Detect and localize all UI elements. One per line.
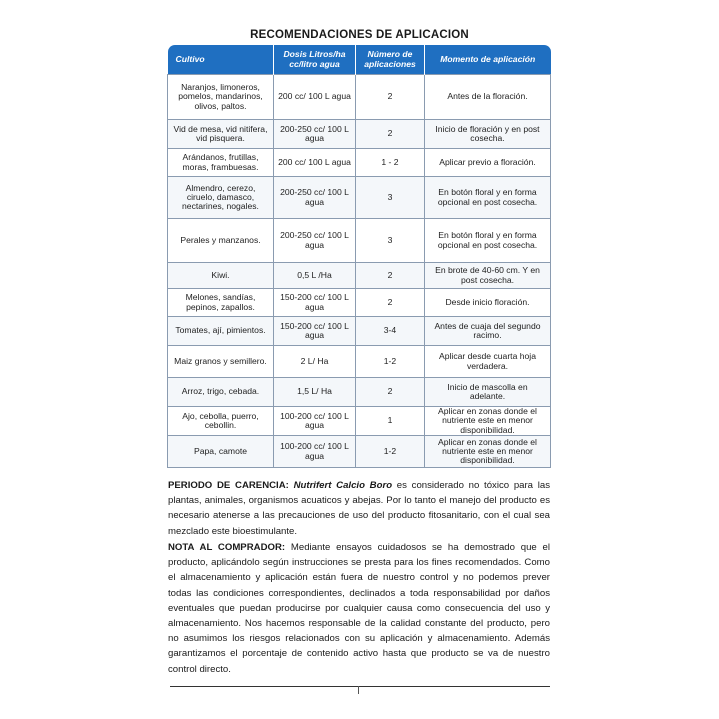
table-row (168, 346, 551, 378)
cell-cultivo: Arándanos, frutillas, moras, frambuesas. (168, 149, 274, 177)
carencia-label: PERIODO DE CARENCIA: (168, 480, 289, 491)
cell-numero: 2 (356, 120, 425, 149)
periodo-carencia-section (168, 478, 550, 539)
table-row (168, 219, 551, 263)
cell-momento: Aplicar en zonas donde el nutriente este en menor disponibilidad. (425, 436, 551, 468)
cell-dosis: 200-250 cc/ 100 L agua (274, 177, 356, 219)
cell-numero: 1 - 2 (356, 149, 425, 177)
table-row (168, 149, 551, 177)
cell-dosis: 200 cc/ 100 L agua (274, 149, 356, 177)
cell-cultivo: Arroz, trigo, cebada. (168, 378, 274, 407)
cell-momento: Antes de cuaja del segundo racimo. (425, 317, 551, 346)
cell-momento: Inicio de mascolla en adelante. (425, 378, 551, 407)
cell-momento: En botón floral y en forma opcional en post cosecha. (425, 219, 551, 263)
cell-numero: 3 (356, 219, 425, 263)
cell-dosis: 100-200 cc/ 100 L agua (274, 436, 356, 468)
carencia-text: es considerado no tóxico para las plantas, animales, organismos acuaticos y abejas. Por lo tanto el manejo del producto es necesario atenerse a las precauciones de uso del producto fitosanitario, con el cual sea mezclado este bioestimulante. (168, 480, 551, 537)
cell-numero: 1 (356, 407, 425, 436)
bottom-divider (170, 686, 550, 687)
cell-numero: 1-2 (356, 346, 425, 378)
cell-numero: 2 (356, 263, 425, 289)
cell-dosis: 100-200 cc/ 100 L agua (274, 407, 356, 436)
cell-dosis: 150-200 cc/ 100 L agua (274, 317, 356, 346)
cell-momento: Aplicar previo a floración. (425, 149, 551, 177)
cell-cultivo: Almendro, cerezo, ciruelo, damasco, nectarines, nogales. (168, 177, 274, 219)
header-numero-aplicaciones: Número de aplicaciones (356, 45, 425, 75)
bottom-divider-tick (358, 686, 359, 694)
cell-dosis: 2 L/ Ha (274, 346, 356, 378)
nota-text: Mediante ensayos cuidadosos se ha demostrado que el producto, aplicándolo según instrucciones se presta para los fines recomendados. Como el almacenamiento y aplicación están fuera de nuestro control y no podemos prever todas las condiciones correspondientes, declinados a toda responsabilidad por daños eventuales que puedan producirse por cualquier causa como consecuencia del uso y almacenamiento. Nos hacemos responsable de la calidad constante del producto, pero no asumimos los riesgos relacionados con su aplicación y almacenamiento. Además garantizamos el porcentaje de contenido activo hasta que producto se va de nuestro control directo. (168, 542, 551, 675)
cell-cultivo: Perales y manzanos. (168, 219, 274, 263)
cell-dosis: 200 cc/ 100 L agua (274, 75, 356, 120)
cell-cultivo: Maiz granos y semillero. (168, 346, 274, 378)
cell-cultivo: Melones, sandías, pepinos, zapallos. (168, 289, 274, 317)
cell-dosis: 150-200 cc/ 100 L agua (274, 289, 356, 317)
table-row (168, 263, 551, 289)
cell-momento: En brote de 40-60 cm. Y en post cosecha. (425, 263, 551, 289)
cell-cultivo: Ajo, cebolla, puerro, cebollin. (168, 407, 274, 436)
table-row (168, 407, 551, 436)
recommendations-table-container (167, 45, 550, 468)
product-name: Nutrifert Calcio Boro (293, 480, 393, 491)
table-row (168, 289, 551, 317)
cell-dosis: 200-250 cc/ 100 L agua (274, 219, 356, 263)
cell-numero: 3-4 (356, 317, 425, 346)
cell-cultivo: Papa, camote (168, 436, 274, 468)
cell-momento: Aplicar en zonas donde el nutriente este en menor disponibilidad. (425, 407, 551, 436)
header-dosis: Dosis Litros/ha cc/litro agua (274, 45, 356, 75)
table-row (168, 317, 551, 346)
table-header-row (168, 45, 551, 75)
cell-numero: 2 (356, 378, 425, 407)
header-momento-aplicacion: Momento de aplicación (425, 45, 551, 75)
cell-numero: 1-2 (356, 436, 425, 468)
cell-numero: 2 (356, 289, 425, 317)
cell-dosis: 200-250 cc/ 100 L agua (274, 120, 356, 149)
page-title: RECOMENDACIONES DE APLICACION (250, 29, 469, 41)
recommendations-table (167, 45, 551, 468)
cell-dosis: 0,5 L /Ha (274, 263, 356, 289)
cell-momento: Aplicar desde cuarta hoja verdadera. (425, 346, 551, 378)
header-cultivo: Cultivo (168, 45, 274, 75)
cell-numero: 3 (356, 177, 425, 219)
cell-cultivo: Vid de mesa, vid nitifera, vid pisquera. (168, 120, 274, 149)
cell-dosis: 1,5 L/ Ha (274, 378, 356, 407)
table-body (168, 75, 551, 468)
cell-cultivo: Naranjos, limoneros, pomelos, mandarinos, olivos, paltos. (168, 75, 274, 120)
nota-label: NOTA AL COMPRADOR: (168, 542, 286, 553)
cell-numero: 2 (356, 75, 425, 120)
cell-cultivo: Tomates, ají, pimientos. (168, 317, 274, 346)
cell-momento: Desde inicio floración. (425, 289, 551, 317)
cell-cultivo: Kiwi. (168, 263, 274, 289)
table-row (168, 177, 551, 219)
table-row (168, 75, 551, 120)
table-row (168, 120, 551, 149)
table-row (168, 436, 551, 468)
cell-momento: Antes de la floración. (425, 75, 551, 120)
table-row (168, 378, 551, 407)
cell-momento: En botón floral y en forma opcional en post cosecha. (425, 177, 551, 219)
nota-comprador-section (168, 540, 550, 677)
cell-momento: Inicio de floración y en post cosecha. (425, 120, 551, 149)
